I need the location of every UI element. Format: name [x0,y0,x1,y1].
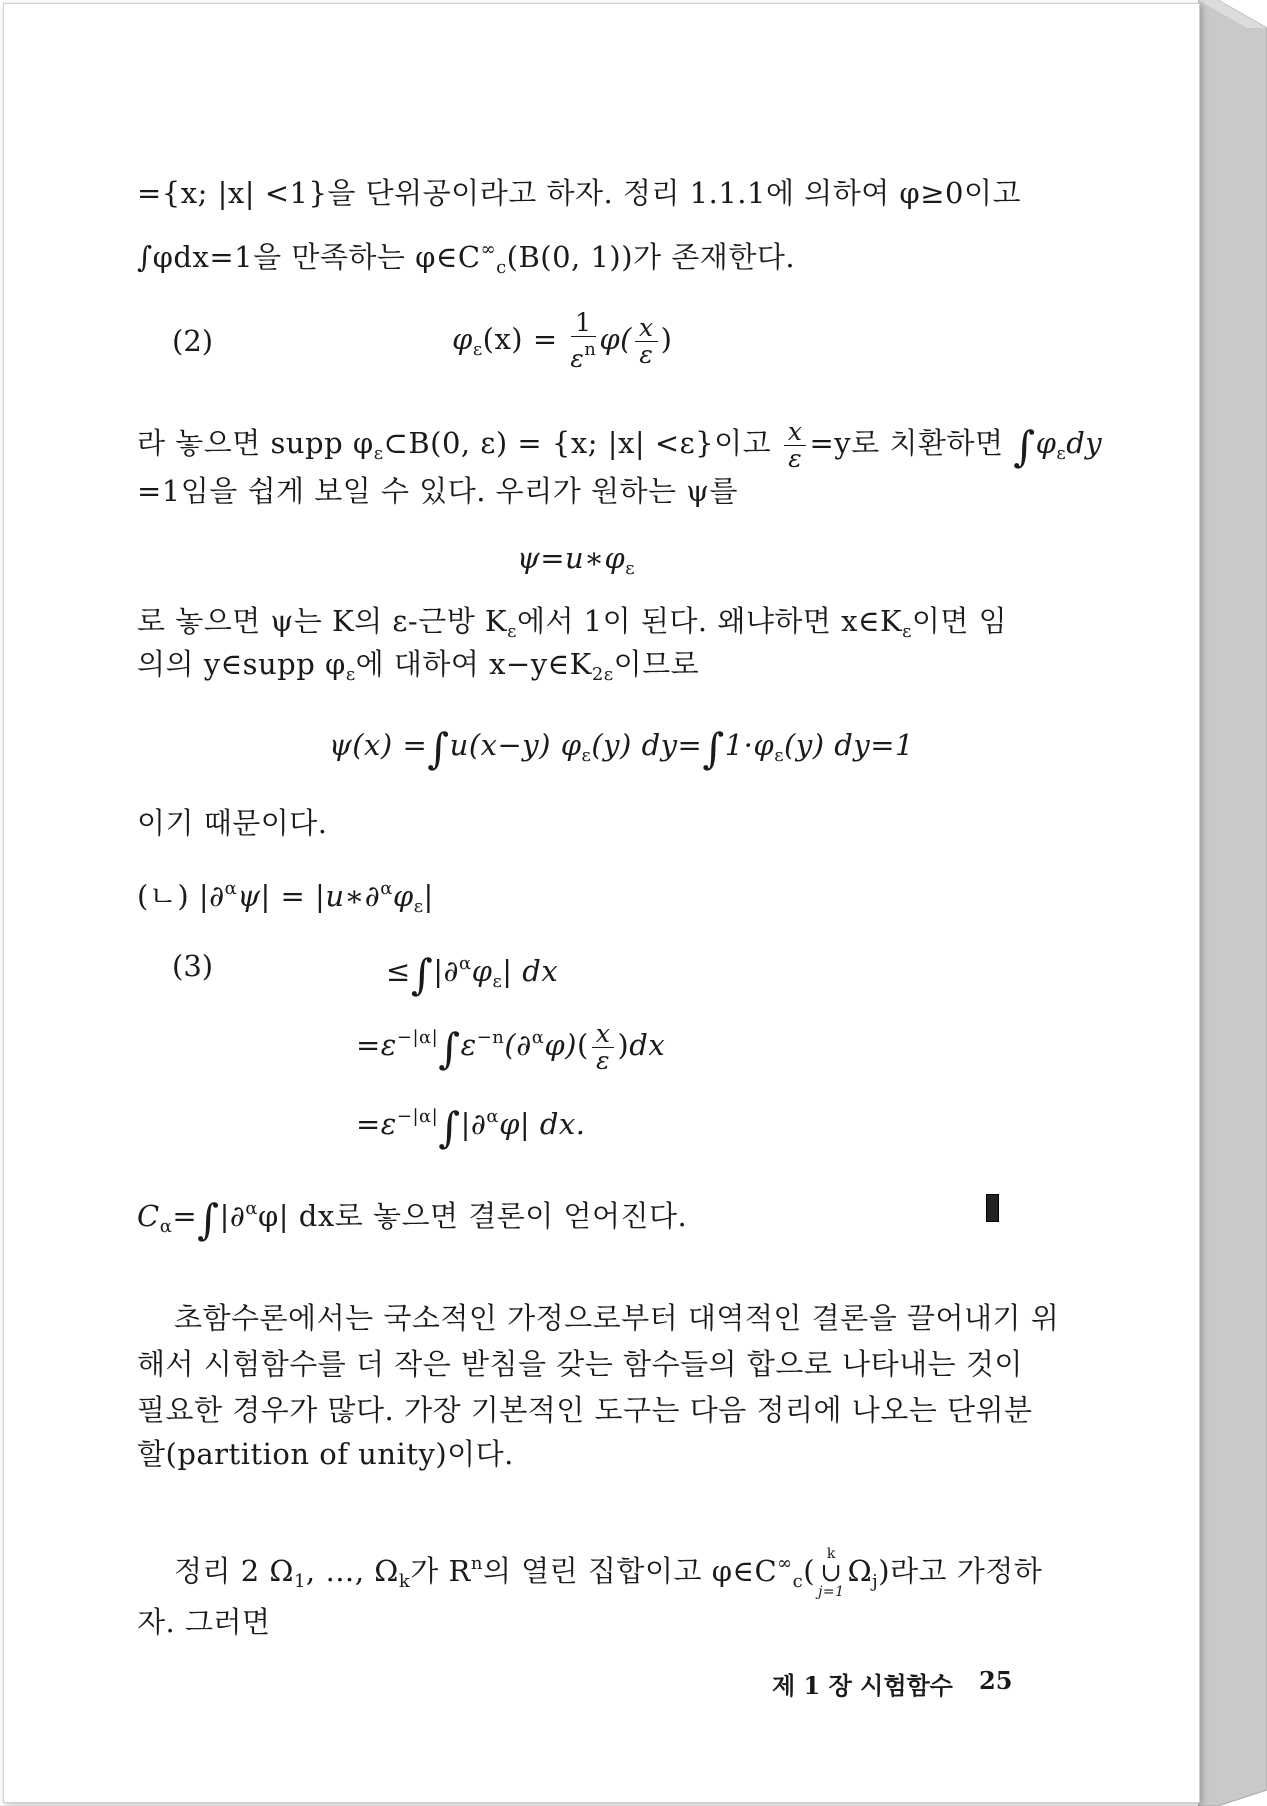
subscript: ε [1056,443,1067,464]
math-symbol: ε [570,344,585,373]
text-span: =1임을 쉽게 보일 수 있다. 우리가 원하는 ψ를 [137,474,738,508]
union-upper-limit: k [826,1546,836,1562]
text-line-7 [137,806,328,840]
text-span: 이므로 [613,647,700,681]
superscript: −|α| [396,1027,439,1048]
equation-3-line-3 [356,1091,586,1154]
text-span: 정리 2 Ω [174,1554,294,1588]
book-edge [1198,0,1267,1806]
math-text: ψ(x) = [329,728,428,762]
text-span: (B(0, 1))가 존재한다. [506,240,796,274]
math-text: | dx [502,954,559,988]
fraction [570,310,596,372]
subscript: c [792,1571,804,1592]
math-text: | [423,879,434,913]
math-text: =ε [356,1028,397,1062]
equation-number-2: (2) [172,324,214,358]
theorem-line-2 [137,1605,271,1639]
integral-sign: ∫ [410,950,434,999]
math-text: (x) = [482,322,558,356]
equation-3-line-1 [386,938,558,1008]
equation-number-3: (3) [172,949,214,983]
union-symbol: ∪ [820,1558,843,1588]
equation-2 [452,310,672,378]
superscript: α [486,1106,500,1127]
math-text: = [172,1199,198,1233]
paren: ( [576,1028,589,1062]
text-span: , …, Ω [305,1554,399,1588]
fraction [635,312,658,369]
text-span: 로 놓으면 ψ는 K의 ε-근방 K [137,604,508,638]
integral-sign: ∫ [197,1195,220,1244]
text-span: 에서 1이 된다. 왜냐하면 x∈K [516,604,903,638]
fraction-denominator: ε [639,339,654,369]
math-text: (y) dy= [591,728,703,762]
math-text: ) [660,322,673,356]
text-line-9 [137,1184,687,1252]
math-text: ≤ [386,954,411,988]
subscript: ε [625,558,636,579]
math-symbol: φ [452,322,473,356]
text-span: ∫φdx=1을 만족하는 φ∈C [137,240,481,274]
math-text: dy [1066,426,1103,460]
fraction-denominator: ε [596,1045,611,1075]
text-span: 해서 시험함수를 더 작은 받침을 갖는 함수들의 합으로 나타내는 것이 [137,1347,1023,1381]
subscript: 2ε [591,664,614,685]
text-span: φ| dx로 놓으면 결론이 얻어진다. [258,1199,688,1233]
text-span: 가 R [410,1554,471,1588]
text-line-5 [137,604,1007,649]
text-span: ={x; |x| <1}을 단위공이라고 하자. 정리 1.1.1에 의하여 φ≥0이고 [137,176,1022,210]
fraction-numerator: 1 [571,310,595,337]
math-text: dx [629,1028,666,1062]
math-text: φ) [544,1028,577,1062]
text-line-11 [137,1347,1023,1381]
superscript: α [380,878,393,899]
superscript: −|α| [396,1106,439,1127]
text-span: 이면 임 [911,604,1008,638]
math-text: φ( [599,322,632,356]
superscript: n [470,1553,483,1574]
text-span: 할(partition of unity)이다. [137,1437,514,1471]
text-span: 라 놓으면 supp φ [137,426,374,460]
text-line-10 [174,1301,1059,1335]
subscript: ε [581,745,592,766]
text-line-8 [137,872,434,924]
text-span: )라고 가정하 [878,1554,1043,1588]
text-line-3 [137,417,1102,480]
integral-sign: ∫ [427,724,450,773]
subscript: 1 [293,1571,306,1592]
math-text: |∂ [433,954,459,988]
text-span: 이기 때문이다. [137,806,328,840]
math-text: |∂ [219,1199,246,1233]
item-label: (ㄴ) [137,879,190,913]
math-text: (∂ [504,1028,532,1062]
integral-sign: ∫ [702,724,725,773]
math-text: 1·φ [724,728,775,762]
text-line-4 [137,474,738,508]
subscript: k [398,1571,411,1592]
superscript: n [584,339,597,360]
integral-sign: ∫ [1013,422,1036,471]
math-text: ε [460,1028,477,1062]
subscript: ε [507,621,517,642]
superscript: α [458,953,472,974]
fraction [592,1018,615,1075]
math-text: φ [392,879,414,913]
fraction-numerator: x [784,419,807,446]
text-span: Ω [847,1554,873,1588]
fraction [784,416,807,473]
subscript: ε [774,745,785,766]
math-text: =ε [356,1107,397,1141]
integral-sign: ∫ [438,1103,461,1152]
math-text: ψ=u∗φ [517,541,626,575]
equation-psi [517,541,635,586]
paren: ( [803,1554,816,1588]
superscript: ∞ [480,239,497,260]
superscript: ∞ [777,1553,793,1574]
book-page [3,3,1200,1803]
superscript: −n [476,1027,505,1048]
superscript: α [224,878,238,899]
equation-psi-x [329,720,914,781]
subscript: ε [472,339,483,360]
fraction-denominator: ε [788,443,803,473]
text-span: =y로 치환하면 [809,426,1004,460]
text-span: 필요한 경우가 많다. 가장 기본적인 도구는 다음 정리에 나오는 단위분 [137,1393,1033,1427]
subscript: ε [902,621,912,642]
fraction-numerator: x [635,315,658,342]
text-span: 초함수론에서는 국소적인 가정으로부터 대역적인 결론을 끌어내기 위 [174,1301,1060,1335]
subscript: α [159,1216,173,1237]
equation-3-line-2 [356,1010,665,1077]
end-of-proof-icon [986,1194,999,1222]
text-line-13 [137,1437,514,1471]
fraction-numerator: x [592,1021,615,1048]
subscript: ε [413,896,424,917]
math-text: φ| dx. [499,1107,586,1141]
subscript: ε [492,971,503,992]
theorem-line-1 [174,1544,1042,1602]
math-text: ψ| = |u∗∂ [237,879,381,913]
subscript: ε [345,664,356,685]
running-footer-chapter: 제 1 장 시험함수 [772,1671,953,1700]
integral-sign: ∫ [438,1024,461,1073]
text-span: 의 열린 집합이고 φ∈C [482,1554,778,1588]
math-text: |∂ [460,1107,487,1141]
union-lower-limit: j=1 [818,1584,845,1600]
superscript: α [531,1027,545,1048]
math-text: u(x−y) φ [449,728,582,762]
text-span: ⊂B(0, ε) = {x; |x| <ε}이고 [383,426,772,460]
text-line-12 [137,1393,1033,1427]
text-line-6 [137,647,699,692]
math-text: φ [471,954,493,988]
math-symbol: φ [1035,426,1057,460]
text-line-1 [137,176,1021,210]
subscript: ε [373,443,384,464]
union-operator [818,1547,844,1599]
paren: ) [617,1028,630,1062]
fraction-denominator [570,337,596,372]
text-span: 자. 그러면 [137,1605,271,1639]
subscript: c [496,257,507,278]
math-text: (y) dy=1 [784,728,914,762]
superscript: α [245,1198,258,1219]
text-span: 의의 y∈supp φ [137,647,346,681]
math-text: C [137,1199,160,1233]
page-number: 25 [979,1666,1013,1695]
text-span: 에 대하여 x−y∈K [355,647,592,681]
text-line-2 [137,233,795,285]
subscript: j [872,1571,879,1592]
math-text: |∂ [198,879,225,913]
